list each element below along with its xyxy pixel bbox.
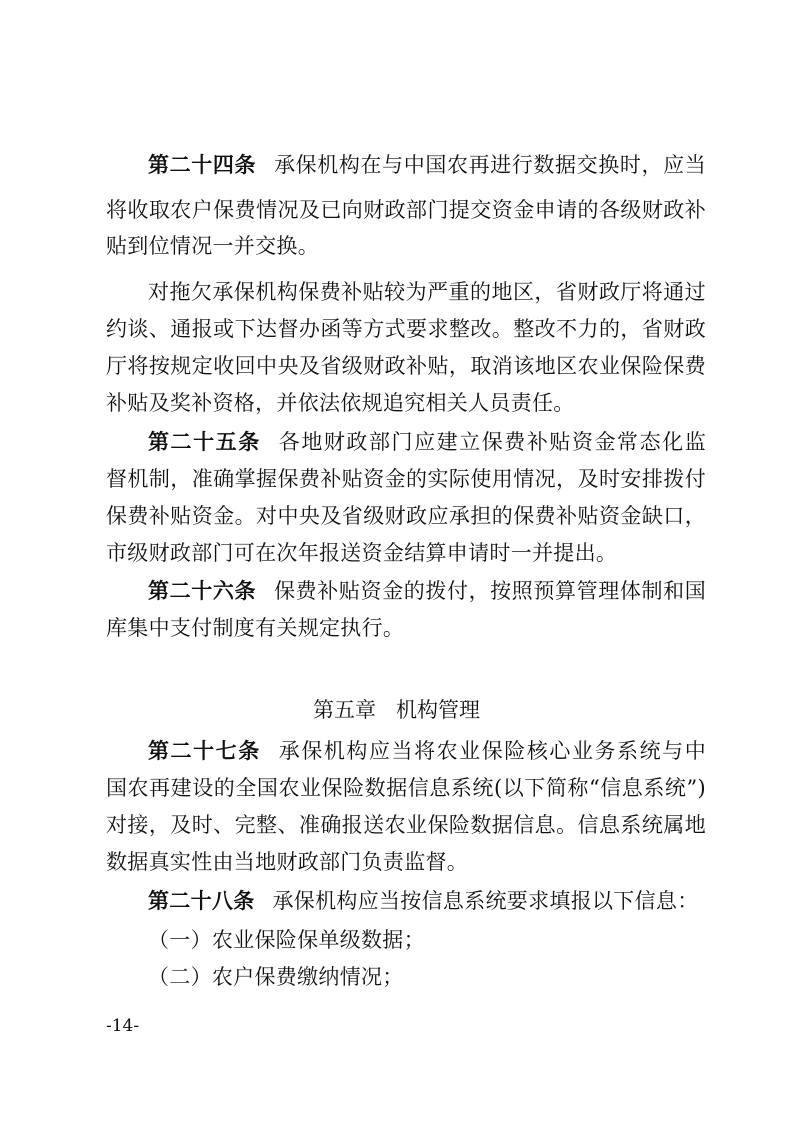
article-27-line-2: 国农再建设的全国农业保险数据信息系统(以下简称“信息系统”) bbox=[106, 776, 706, 800]
paragraph-2-line-4: 补贴及奖补资格，并依法依规追究相关人员责任。 bbox=[106, 391, 575, 415]
article-26-text: 保费补贴资金的拨付，按照预算管理体制和国 bbox=[274, 579, 706, 603]
article-28-text: 承保机构应当按信息系统要求填报以下信息： bbox=[272, 889, 699, 913]
article-24-number: 第二十四条 bbox=[148, 153, 257, 177]
article-27-line-3: 对接，及时、完整、准确报送农业保险数据信息。信息系统属地 bbox=[106, 813, 706, 837]
article-25-number: 第二十五条 bbox=[148, 430, 261, 454]
article-24-text: 承保机构在与中国农再进行数据交换时，应当 bbox=[274, 153, 706, 177]
paragraph-2-line-2: 约谈、通报或下达督办函等方式要求整改。整改不力的，省财政 bbox=[106, 317, 706, 341]
article-28-line-1 bbox=[148, 887, 706, 915]
paragraph-2-line-3: 厅将按规定收回中央及省级财政补贴，取消该地区农业保险保费 bbox=[106, 354, 706, 378]
article-27-line-1 bbox=[148, 737, 706, 765]
article-26-number: 第二十六条 bbox=[148, 579, 257, 603]
article-26-line-1 bbox=[148, 577, 706, 605]
article-25-text: 各地财政部门应建立保费补贴资金常态化监 bbox=[278, 430, 707, 454]
article-25-line-2: 督机制，准确掌握保费补贴资金的实际使用情况，及时安排拨付 bbox=[106, 467, 706, 491]
article-28-item-2: （二）农户保费缴纳情况； bbox=[148, 965, 404, 989]
article-27-text: 承保机构应当将农业保险核心业务系统与中 bbox=[278, 739, 707, 763]
article-28-number: 第二十八条 bbox=[148, 889, 255, 913]
article-24-line-2: 将收取农户保费情况及已向财政部门提交资金申请的各级财政补 bbox=[106, 198, 706, 222]
article-24-line-3: 贴到位情况一并交换。 bbox=[106, 234, 319, 258]
article-27-number: 第二十七条 bbox=[148, 739, 261, 763]
article-27-line-4: 数据真实性由当地财政部门负责监督。 bbox=[106, 850, 469, 874]
chapter-heading bbox=[0, 696, 793, 724]
chapter-title: 机构管理 bbox=[396, 698, 480, 722]
page-number: -14- bbox=[106, 1016, 140, 1036]
article-25-line-3: 保费补贴资金。对中央及省级财政应承担的保费补贴资金缺口， bbox=[106, 504, 706, 528]
article-26-line-2: 库集中支付制度有关规定执行。 bbox=[106, 616, 405, 640]
article-25-line-4: 市级财政部门可在次年报送资金结算申请时一并提出。 bbox=[106, 541, 618, 565]
chapter-number: 第五章 bbox=[313, 698, 376, 722]
article-28-item-1: （一）农业保险保单级数据； bbox=[148, 928, 425, 952]
article-24-line-1 bbox=[148, 151, 706, 179]
paragraph-2-line-1: 对拖欠承保机构保费补贴较为严重的地区，省财政厅将通过 bbox=[148, 280, 706, 304]
article-25-line-1 bbox=[148, 428, 706, 456]
